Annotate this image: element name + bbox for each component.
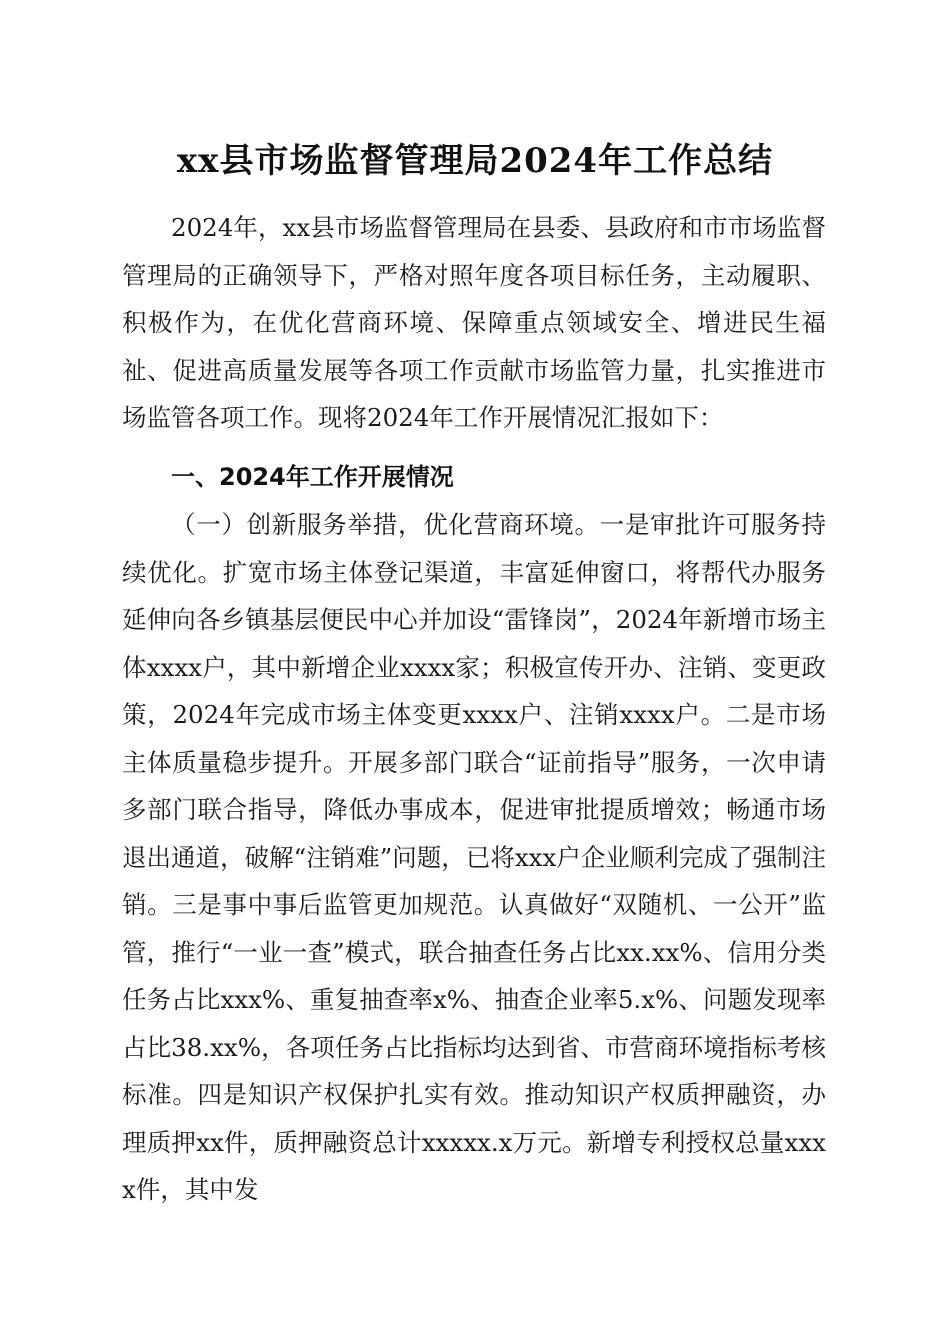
- document-title: xx县市场监督管理局2024年工作总结: [176, 141, 774, 181]
- intro-paragraph: 2024年，xx县市场监督管理局在县委、县政府和市市场监督管理局的正确领导下，严格对照年度各项目标任务，主动履职、积极作为，在优化营商环境、保障重点领域安全、增进民生福祉、促进高质量发展等各项工作贡献市场监管力量，扎实推进市场监管各项工作。现将2024年工作开展情况汇报如下：: [122, 213, 826, 432]
- section-1-paragraph: （一）创新服务举措，优化营商环境。一是审批许可服务持续优化。扩宽市场主体登记渠道，丰富延伸窗口，将帮代办服务延伸向各乡镇基层便民中心并加设“雷锋岗”，2024年新增市场主体xxxx户，其中新增企业xxxx家；积极宣传开办、注销、变更政策，2024年完成市场主体变更xxxx户、注销xxxx户。二是市场主体质量稳步提升。开展多部门联合“证前指导”服务，一次申请多部门联合指导，降低办事成本，促进审批提质增效；畅通市场退出通道，破解“注销难”问题，已将xxx户企业顺利完成了强制注销。三是事中事后监管更加规范。认真做好“双随机、一公开”监管，推行“一业一查”模式，联合抽查任务占比xx.xx%、信用分类任务占比xxx%、重复抽查率x%、抽查企业率5.x%、问题发现率占比38.xx%，各项任务占比指标均达到省、市营商环境指标考核标准。四是知识产权保护扎实有效。推动知识产权质押融资，办理质押xx件，质押融资总计xxxxx.x万元。新增专利授权总量xxxx件，其中发: [122, 510, 826, 1204]
- section-heading-1: 一、2024年工作开展情况: [171, 463, 454, 491]
